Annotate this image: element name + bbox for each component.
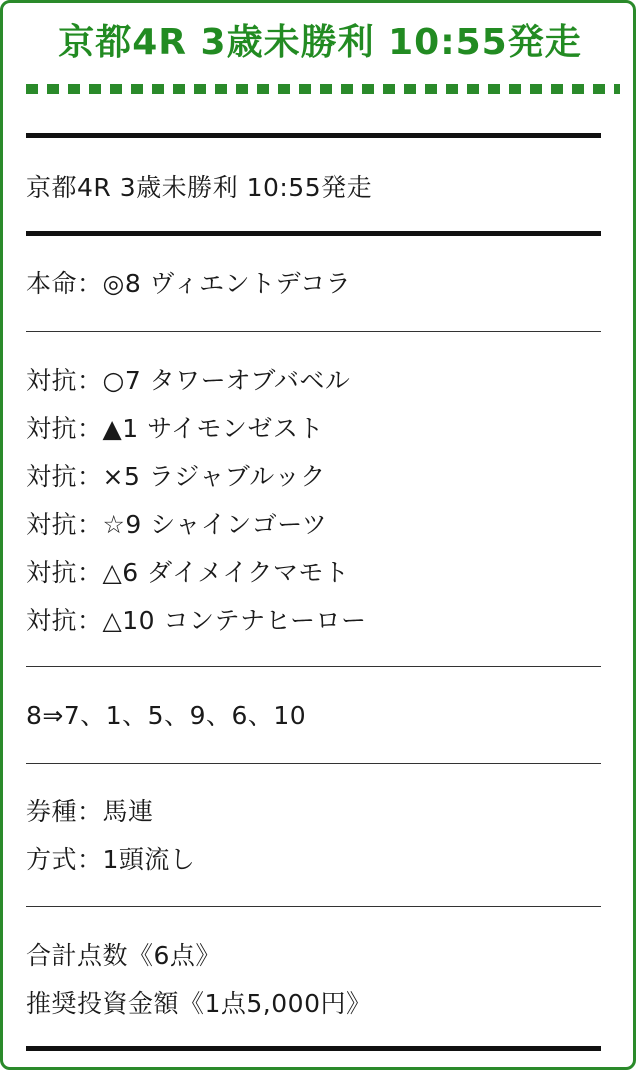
combination: 8⇒7、1、5、9、6、10 (26, 701, 307, 730)
total-points: 合計点数《6点》 (26, 941, 221, 970)
taikou-pick: 対抗：▲1 サイモンゼスト (26, 414, 324, 443)
recommended-amount: 推奨投資金額《1点5,000円》 (26, 989, 372, 1018)
thin-divider (26, 666, 601, 667)
page-title: 京都4R 3歳未勝利 10:55発走 (58, 22, 582, 63)
thick-divider (26, 1046, 601, 1051)
taikou-pick: 対抗：△10 コンテナヒーロー (26, 606, 367, 635)
taikou-pick: 対抗：☆9 シャインゴーツ (26, 510, 328, 539)
bet-method: 方式：1頭流し (26, 845, 196, 874)
thin-divider (26, 331, 601, 332)
thin-divider (26, 763, 601, 764)
taikou-pick: 対抗：×5 ラジャブルック (26, 462, 326, 491)
race-info: 京都4R 3歳未勝利 10:55発走 (26, 173, 373, 202)
thick-divider (26, 231, 601, 236)
thick-divider (26, 133, 601, 138)
taikou-pick: 対抗：△6 ダイメイクマモト (26, 558, 350, 587)
bet-type: 券種：馬連 (26, 797, 154, 826)
dotted-divider (26, 84, 620, 94)
honmei-pick: 本命：◎8 ヴィエントデコラ (26, 269, 352, 298)
taikou-pick: 対抗：○7 タワーオブバベル (26, 366, 351, 395)
thin-divider (26, 906, 601, 907)
